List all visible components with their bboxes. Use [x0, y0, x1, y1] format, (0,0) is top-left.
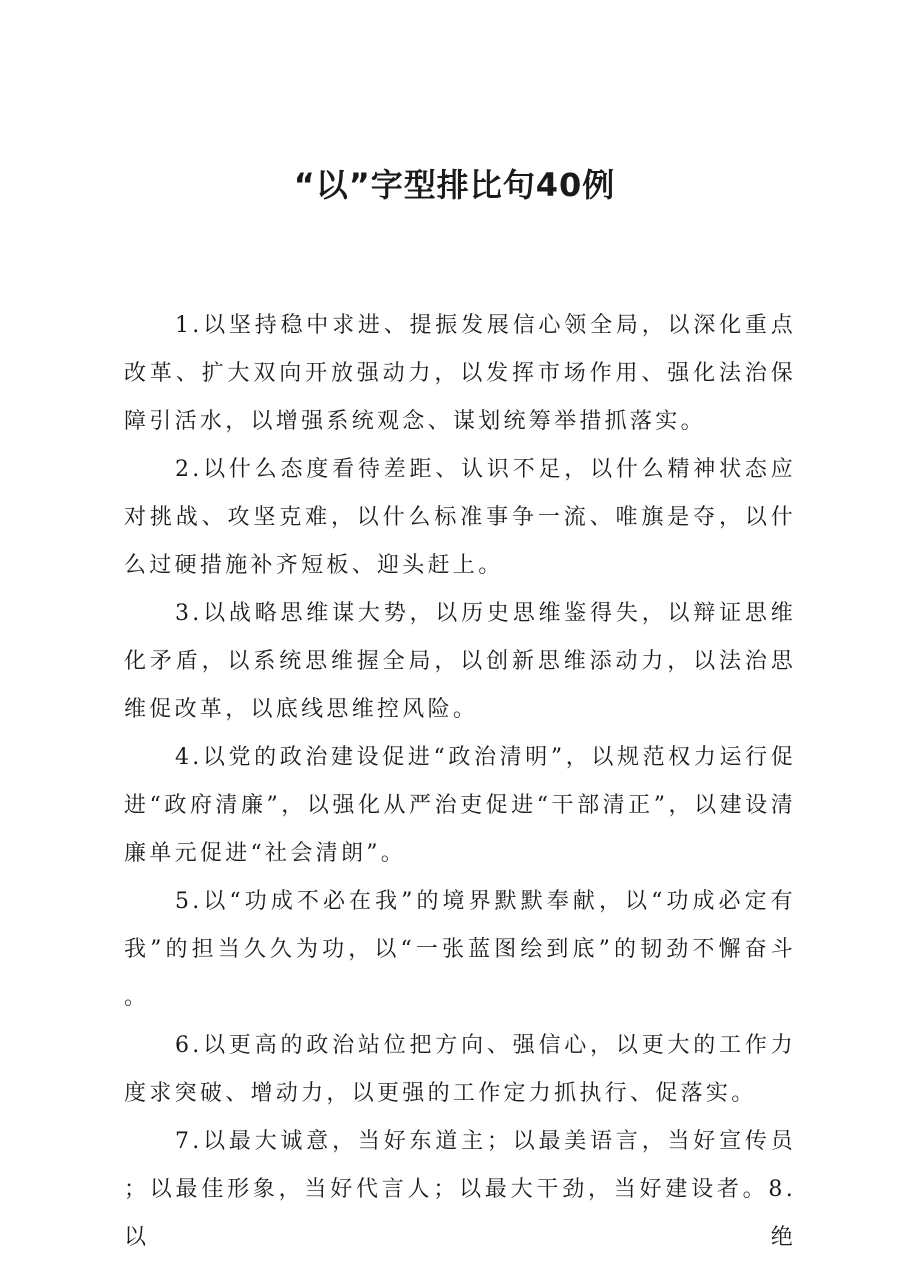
paragraph-2: 2.以什么态度看待差距、认识不足，以什么精神状态应对挑战、攻坚克难，以什么标准事争一流、唯旗是夺，以什么过硬措施补齐短板、迎头赶上。 — [124, 457, 796, 578]
document-title: “以”字型排比句40例 — [293, 166, 616, 204]
paragraph-4: 4.以党的政治建设促进“政治清明”，以规范权力运行促进“政府清廉”，以强化从严治吏促进“干部清正”，以建设清廉单元促进“社会清朗”。 — [124, 745, 796, 866]
paragraph-1: 1.以坚持稳中求进、提振发展信心领全局，以深化重点改革、扩大双向开放强动力，以发挥市场作用、强化法治保障引活水，以增强系统观念、谋划统筹举措抓落实。 — [124, 313, 796, 434]
paragraph-6: 6.以更高的政治站位把方向、强信心，以更大的工作力度求突破、增动力，以更强的工作定力抓执行、促落实。 — [124, 1033, 796, 1106]
paragraph-7: 7.以最大诚意，当好东道主；以最美语言，当好宣传员；以最佳形象，当好代言人；以最大干劲，当好建设者。8.以绝 — [124, 1129, 796, 1250]
paragraph-3: 3.以战略思维谋大势，以历史思维鉴得失，以辩证思维化矛盾，以系统思维握全局，以创新思维添动力，以法治思维促改革，以底线思维控风险。 — [124, 601, 796, 722]
paragraph-5: 5.以“功成不必在我”的境界默默奉献，以“功成必定有我”的担当久久为功，以“一张蓝图绘到底”的韧劲不懈奋斗。 — [124, 889, 796, 1010]
document-body — [124, 302, 796, 1262]
